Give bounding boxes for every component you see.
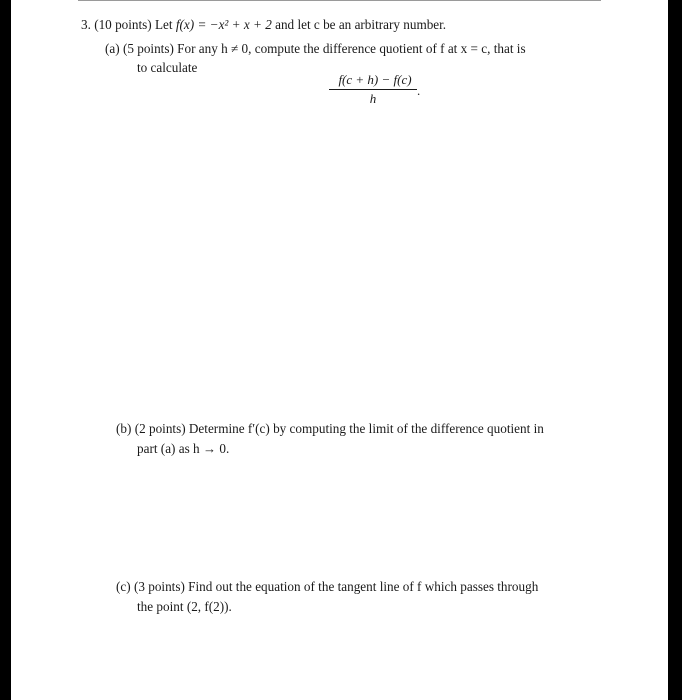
part-a-text: For any h ≠ 0, compute the difference quotient of f at x = c, that is xyxy=(177,41,526,56)
part-a-line2 xyxy=(137,60,197,76)
part-b-text: Determine f′(c) by computing the limit of the difference quotient in xyxy=(188,421,544,436)
problem-points: (10 points) xyxy=(94,17,152,32)
part-a-label: (a) xyxy=(105,41,120,56)
part-c-label: (c) xyxy=(116,579,131,594)
problem-statement xyxy=(81,17,446,33)
fraction-bar xyxy=(329,89,417,90)
part-b-text-continued: part (a) as h → 0. xyxy=(137,441,230,456)
part-c-text: Find out the equation of the tangent line of f which passes through xyxy=(188,579,539,594)
part-a-text-continued: to calculate xyxy=(137,60,198,75)
part-c-line1 xyxy=(116,579,538,595)
problem-text-after: and let c be an arbitrary number. xyxy=(271,17,447,32)
part-c-line2 xyxy=(137,599,232,615)
document-page xyxy=(11,0,668,700)
part-a-points: (5 points) xyxy=(122,41,174,56)
fraction-period: . xyxy=(417,83,421,98)
difference-quotient-fraction xyxy=(329,73,421,106)
part-a-line1 xyxy=(105,41,526,57)
part-b-line1 xyxy=(116,421,544,437)
left-border xyxy=(0,0,11,700)
function-definition: f(x) = −x² + x + 2 xyxy=(175,17,272,32)
fraction-denominator: h xyxy=(369,91,377,106)
part-c-points: (3 points) xyxy=(133,579,185,594)
top-rule xyxy=(78,0,601,1)
part-b-label: (b) xyxy=(116,421,132,436)
right-border xyxy=(668,0,682,700)
problem-text-before: Let xyxy=(155,17,176,32)
part-c-text-continued: the point (2, f(2)). xyxy=(137,599,232,614)
part-b-points: (2 points) xyxy=(134,421,186,436)
fraction-numerator: f(c + h) − f(c) xyxy=(338,72,412,87)
part-b-line2 xyxy=(137,441,229,457)
problem-number: 3. xyxy=(81,17,91,32)
